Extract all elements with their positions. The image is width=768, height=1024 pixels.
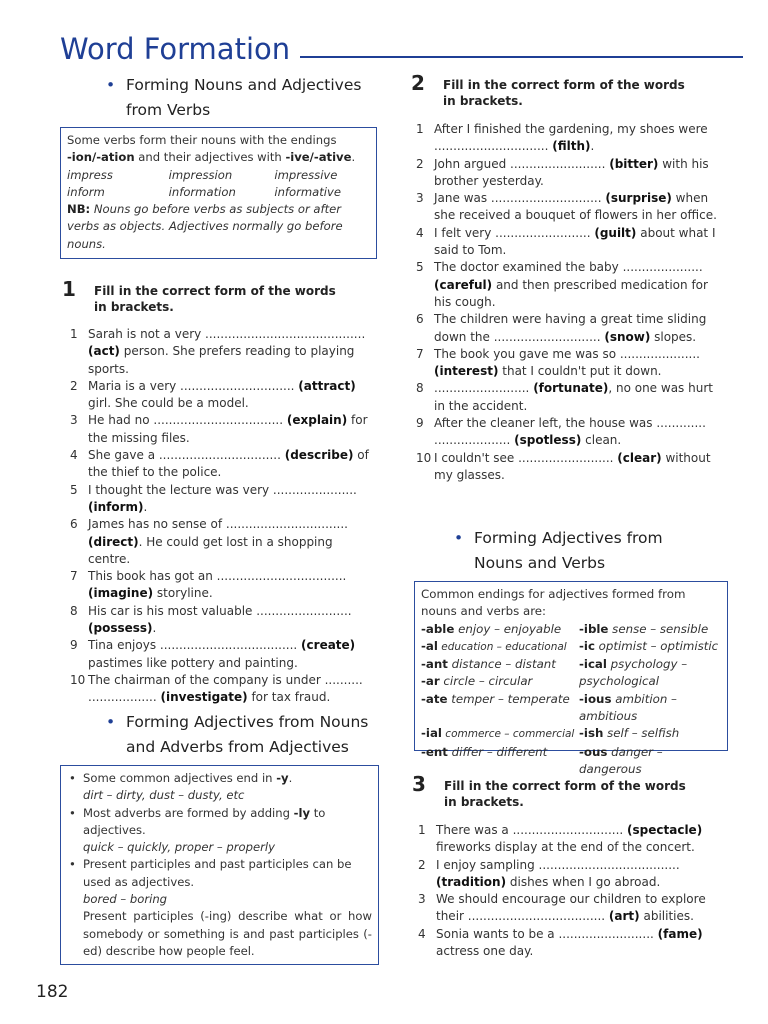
prompt-word: (act) <box>88 344 120 359</box>
item-number: 10 <box>70 672 86 687</box>
exercise-item <box>70 568 374 603</box>
prompt-word: (fortunate) <box>533 381 609 396</box>
exercise-item <box>70 412 374 447</box>
item-text: John argued ......................... (bitter) with his brother yesterday. <box>434 156 709 188</box>
item-text: He had no .................................. (explain) for the missing files. <box>88 413 368 445</box>
nb-note: NB: Nouns go before verbs as subjects or after verbs as objects. Adjectives normally go before nouns. <box>67 202 343 251</box>
exercise-item <box>70 378 374 413</box>
item-text: After I finished the gardening, my shoes were .............................. (filth). <box>434 122 708 154</box>
exercise-item <box>416 380 727 415</box>
suffix: -ic <box>579 638 595 653</box>
prompt-word: (fame) <box>657 926 703 941</box>
prompt-word: (inform) <box>88 499 144 514</box>
item-text: The doctor examined the baby ..................... (careful) and then prescribed medication for his cough. <box>434 260 708 309</box>
ending-entry: -able enjoy – enjoyable <box>421 621 562 636</box>
exercise-item <box>70 637 374 672</box>
prompt-word: (interest) <box>434 364 499 379</box>
item-text: She gave a ................................ (describe) of the thief to the police. <box>88 448 369 480</box>
rule-example: quick – quickly, proper – properly <box>83 840 275 855</box>
prompt-word: (imagine) <box>88 586 154 601</box>
exercise3-items <box>418 822 728 960</box>
exercise-item <box>70 326 374 378</box>
suffix: -ar <box>421 674 440 689</box>
prompt-word: (snow) <box>604 329 651 344</box>
prompt-word: (direct) <box>88 534 139 549</box>
exercise-item <box>416 415 727 450</box>
exercise1-items <box>70 326 374 707</box>
item-number: 1 <box>418 823 426 837</box>
exercise-item <box>70 603 374 638</box>
section2-heading: • Forming Adjectives from Nouns and Adverbs from Adjectives <box>126 710 368 760</box>
item-number: 5 <box>416 260 424 275</box>
ending-entry: -ious ambition – ambitious <box>579 691 677 724</box>
item-text: I couldn't see ......................... (clear) without my glasses. <box>434 450 711 482</box>
prompt-word: (guilt) <box>594 225 637 240</box>
item-number: 6 <box>70 517 78 532</box>
suffix: -ical <box>579 657 607 672</box>
rule-item: • Some common adjectives end in -y. dirt – dirty, dust – dusty, etc <box>67 770 372 805</box>
example-row: inform information informative <box>67 184 342 199</box>
prompt-word: (investigate) <box>160 690 248 705</box>
item-text: I enjoy sampling ..................................... (tradition) dishes when I go abroad. <box>436 857 680 889</box>
example-row: impress impression impressive <box>67 167 338 182</box>
prompt-word: (surprise) <box>605 191 672 206</box>
item-number: 2 <box>418 857 426 872</box>
endings-grid <box>421 621 721 779</box>
suffix: -ous <box>579 744 608 759</box>
prompt-word: (create) <box>301 638 356 653</box>
item-text: Maria is a very .............................. (attract) girl. She could be a model. <box>88 378 356 411</box>
item-number: 3 <box>416 191 424 206</box>
item-text: The chairman of the company is under .......... .................. (investigate) for tax fraud. <box>88 672 363 705</box>
exercise-item <box>416 311 727 346</box>
item-text: I felt very ......................... (guilt) about what I said to Tom. <box>434 225 716 258</box>
prompt-word: (tradition) <box>436 874 507 889</box>
verb-endings-box: Some verbs form their nouns with the endings -ion/-ation and their adjectives with -ive/-ative. impress impression impressive inform information informative NB: Nouns go before verbs as subjects or after verbs as objects. Adjectives normally go before nouns. <box>60 127 377 259</box>
exercise-item <box>416 225 727 260</box>
prompt-word: (attract) <box>298 378 356 393</box>
section1-heading: • Forming Nouns and Adjectives from Verbs <box>126 73 361 123</box>
item-text: The children were having a great time sliding down the ............................ (snow) slopes. <box>434 312 707 344</box>
bullet-icon: • <box>106 713 116 731</box>
item-number: 4 <box>416 225 424 240</box>
suffix: -ant <box>421 657 448 672</box>
ending-entry: -ible sense – sensible <box>579 621 709 636</box>
exercise-item <box>418 857 728 892</box>
item-number: 9 <box>416 416 424 431</box>
ending-entry: -ent differ – different <box>421 744 548 759</box>
suffix: -ate <box>421 691 448 706</box>
item-number: 10 <box>416 450 432 465</box>
exercise-item <box>70 447 374 482</box>
suffix: -ial <box>421 726 442 741</box>
prompt-word: (explain) <box>286 413 348 428</box>
suffix: -ish <box>579 726 604 741</box>
prompt-word: (art) <box>608 909 640 924</box>
suffix: -al <box>421 638 438 653</box>
item-number: 1 <box>416 122 424 136</box>
item-text: His car is his most valuable ......................... (possess). <box>88 603 352 636</box>
suffix: -ible <box>579 621 609 636</box>
item-number: 5 <box>70 482 78 497</box>
item-text: James has no sense of ................................ (direct). He could get lost in a shopping centre. <box>88 517 348 566</box>
section3-heading: • Forming Adjectives from Nouns and Verbs <box>474 526 663 576</box>
prompt-word: (filth) <box>552 139 591 154</box>
prompt-word: (spectacle) <box>627 823 703 837</box>
item-text: I thought the lecture was very ...................... (inform). <box>88 482 357 514</box>
item-number: 3 <box>418 892 426 907</box>
exercise-item <box>416 259 727 311</box>
adjectives-adverbs-box <box>60 765 379 965</box>
exercise-item <box>416 156 727 191</box>
prompt-word: (bitter) <box>609 156 659 171</box>
bullet-icon: • <box>69 805 76 820</box>
rule-example: bored – boring <box>83 892 168 907</box>
rule-item: • Most adverbs are formed by adding -ly to adjectives. quick – quickly, proper – properly <box>67 805 372 857</box>
item-number: 8 <box>70 603 78 618</box>
item-number: 9 <box>70 638 78 653</box>
item-number: 4 <box>70 448 78 463</box>
item-text: There was a ............................. (spectacle) fireworks display at the end of the concert. <box>436 823 703 855</box>
prompt-word: (possess) <box>88 621 153 636</box>
rule-example: dirt – dirty, dust – dusty, etc <box>83 788 245 803</box>
ending-entry: -ial commerce – commercial <box>421 726 575 741</box>
item-number: 1 <box>70 327 78 341</box>
ending-entry: -ant distance – distant <box>421 657 556 672</box>
item-number: 4 <box>418 926 426 941</box>
item-text: We should encourage our children to explore their .................................... (art) abilities. <box>436 892 706 924</box>
item-number: 8 <box>416 381 424 396</box>
item-text: The book you gave me was so ..................... (interest) that I couldn't put it down. <box>434 346 700 379</box>
exercise-item <box>416 450 727 485</box>
bullet-icon: • <box>454 529 464 547</box>
exercise2-items <box>416 121 727 484</box>
page-number: 182 <box>36 982 69 1002</box>
bullet-icon: • <box>69 771 76 785</box>
suffix: -ent <box>421 744 448 759</box>
suffix: -able <box>421 621 455 636</box>
item-text: Jane was ............................. (surprise) when she received a bouquet of flowers in her office. <box>434 191 717 223</box>
item-text: Sarah is not a very ..........................................(act) person. She prefers reading to playing sports. <box>88 327 366 376</box>
exercise-item <box>70 482 374 517</box>
ending-entry: -ar circle – circular <box>421 674 533 689</box>
ending-entry: psychological <box>579 674 660 689</box>
prompt-word: (describe) <box>284 448 354 463</box>
exercise-item <box>418 891 728 926</box>
bullet-icon: • <box>69 857 76 872</box>
page-title: Word Formation <box>60 32 291 66</box>
ending-entry: -ish self – selfish <box>579 726 680 741</box>
item-text: ......................... (fortunate), no one was hurt in the accident. <box>434 381 713 413</box>
exercise-item <box>418 926 728 961</box>
exercise-item <box>418 822 728 857</box>
suffix: -ious <box>579 691 612 706</box>
item-number: 3 <box>70 413 78 428</box>
rule-item: • Present participles and past participles can be used as adjectives. bored – boring Present participles (-ing) describe what or how somebody or something is and past participles (-ed) describe how people feel. <box>67 856 372 960</box>
ending-entry: -ous danger – dangerous <box>579 744 663 776</box>
exercise-item <box>70 516 374 568</box>
item-number: 2 <box>70 378 78 393</box>
rules-list <box>67 770 372 960</box>
bullet-icon: • <box>106 76 116 94</box>
prompt-word: (spotless) <box>514 433 582 448</box>
prompt-word: (careful) <box>434 277 493 292</box>
ending-entry: -ical psychology – <box>579 657 688 672</box>
item-text: Tina enjoys .................................... (create) pastimes like pottery and painting. <box>88 638 356 670</box>
title-rule <box>300 56 743 58</box>
ending-entry: -ate temper – temperate <box>421 691 570 706</box>
ending-entry: -ic optimist – optimistic <box>579 638 719 653</box>
adjective-endings-box: Common endings for adjectives formed from nouns and verbs are: -able enjoy – enjoyable -ible sense – sensible -al education – educational -ic optimist – optimistic -ant distance – distant -ical psychology – -ar circle – circular psychological -ate temper – temperate -ious ambition – ambitious -ial commerce – commercial -ish self – selfish -ent differ – different -ous danger – dangerous <box>414 581 728 751</box>
item-text: Sonia wants to be a ......................... (fame) actress one day. <box>436 926 703 959</box>
item-text: This book has got an .................................. (imagine) storyline. <box>88 569 347 601</box>
exercise-item <box>70 672 374 707</box>
item-text: After the cleaner left, the house was ............. .................... (spotless) clean. <box>434 416 706 448</box>
exercise-item <box>416 121 727 156</box>
exercise-item <box>416 346 727 381</box>
item-number: 7 <box>70 569 78 584</box>
item-number: 7 <box>416 346 424 361</box>
rule-note: Present participles (-ing) describe what or how somebody or something is and past participles (-ed) describe how people feel. <box>83 909 372 958</box>
exercise-item <box>416 190 727 225</box>
item-number: 2 <box>416 156 424 171</box>
item-number: 6 <box>416 312 424 327</box>
ending-entry: -al education – educational <box>421 638 567 653</box>
prompt-word: (clear) <box>617 450 662 465</box>
